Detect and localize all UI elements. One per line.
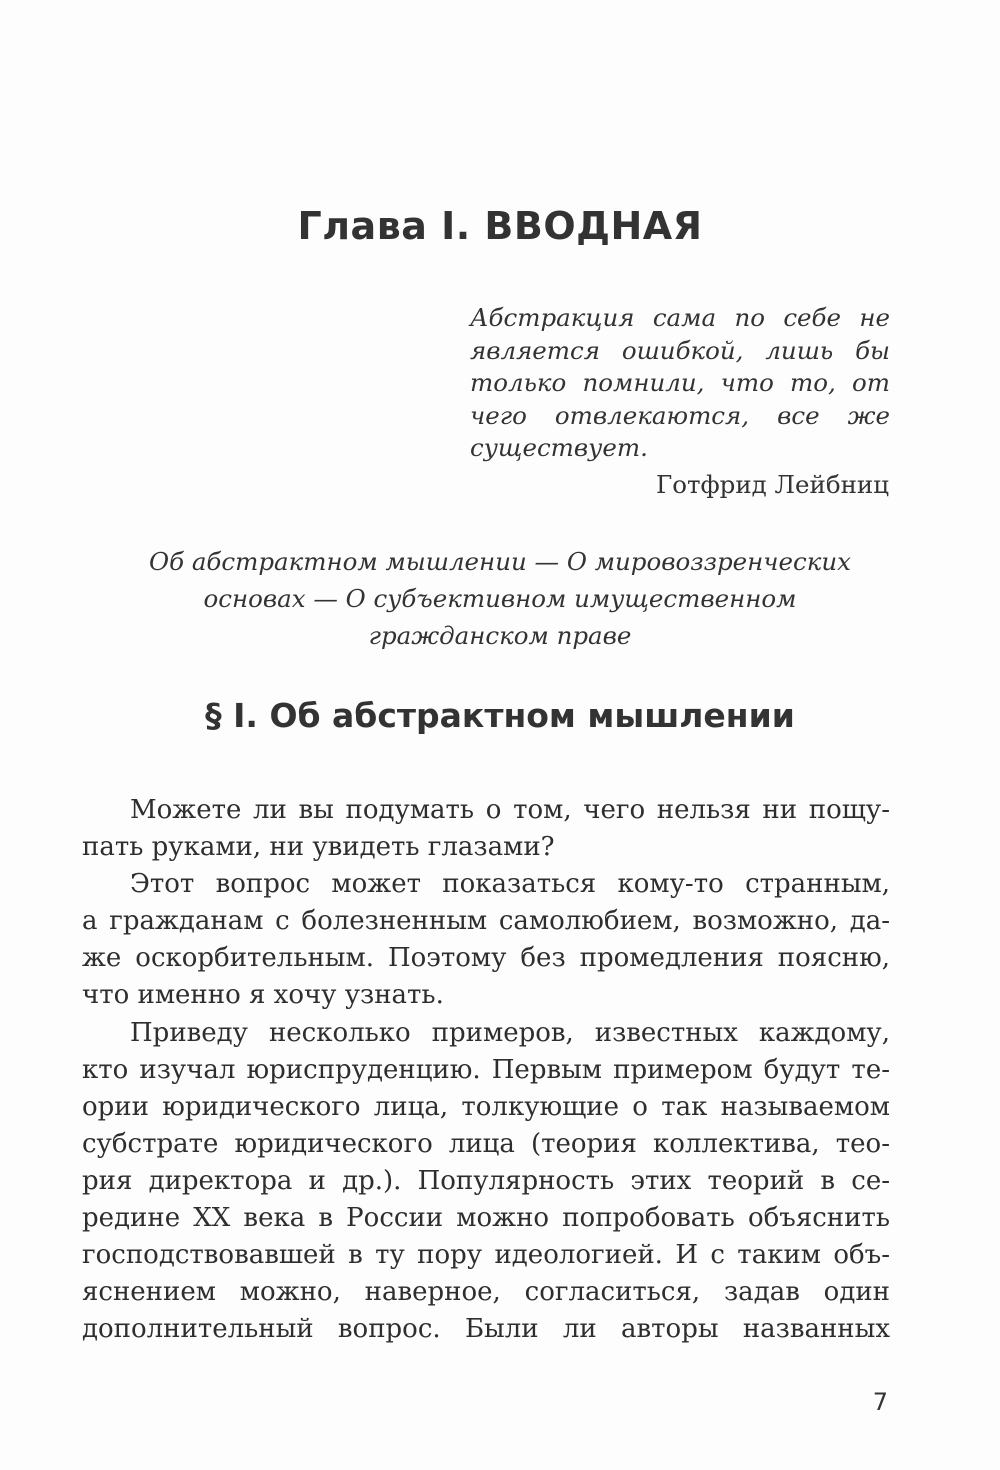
body-line: субстрате юридического лица (теория коллектива, тео-: [82, 1128, 890, 1159]
body-line: же оскорбительным. Поэтому без промедления поясню,: [82, 943, 890, 974]
body-line: господствовавшей в ту пору идеологией. И с таким объ-: [82, 1240, 890, 1271]
chapter-title: Глава I. ВВОДНАЯ: [297, 204, 703, 248]
body-line: яснением можно, наверное, согласиться, задав один: [82, 1277, 890, 1308]
body-line: Можете ли вы подумать о том, чего нельзя ни пощу-: [130, 795, 890, 825]
body-text: [82, 792, 890, 1348]
body-line: редине XX века в России можно попробовать объяснить: [82, 1203, 890, 1234]
body-line: рия директора и др.). Популярность этих теорий в се-: [82, 1165, 890, 1196]
epigraph-text: Абстракция сама по себе не является ошибкой, лишь бы только помнили, что то, от чего отвлекаются, все же существует.: [470, 303, 890, 463]
epigraph-author: Готфрид Лейбниц: [655, 470, 889, 499]
page-number: 7: [872, 1388, 888, 1416]
body-line: пать руками, ни увидеть глазами?: [82, 832, 555, 863]
section-title: § I. Об абстрактном мышлении: [205, 696, 795, 735]
body-line: дополнительный вопрос. Были ли авторы названных: [82, 1314, 890, 1345]
body-line: а гражданам с болезненным самолюбием, возможно, да-: [82, 906, 890, 937]
body-line: ории юридического лица, толкующие о так называемом: [82, 1091, 890, 1122]
body-line: Приведу несколько примеров, известных каждому,: [130, 1017, 890, 1048]
body-line: что именно я хочу узнать.: [82, 980, 444, 1011]
body-line: кто изучал юриспруденцию. Первым примером будут те-: [82, 1054, 890, 1085]
chapter-summary: Об абстрактном мышлении — О мировоззренческих основах — О субъективном имущественном гражданском праве: [149, 547, 851, 650]
body-line: Этот вопрос может показаться кому-то странным,: [130, 869, 890, 900]
